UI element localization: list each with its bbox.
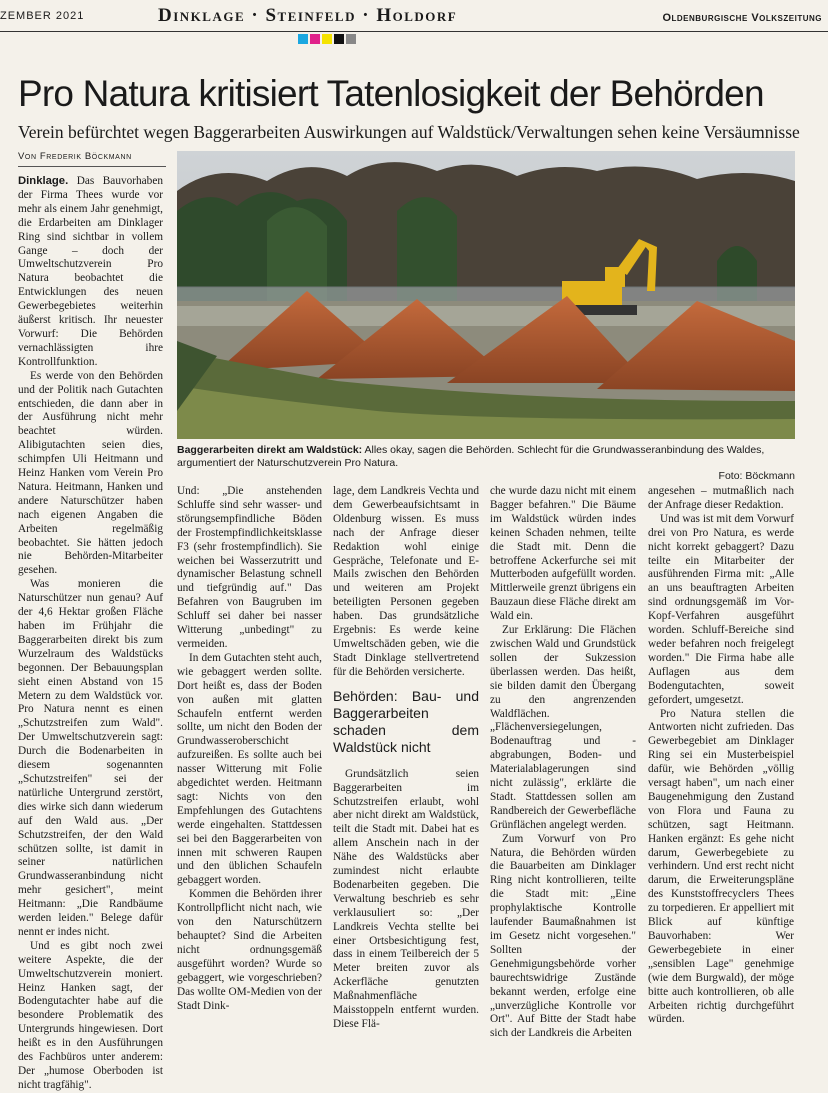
color-registration-marks xyxy=(298,34,356,44)
dateline: Dinklage. xyxy=(18,175,69,187)
paragraph: Und: „Die anstehenden Schluffe sind sehr wasser- und störungsempfindliche Böden der Frostempfindlichkeitsklasse F3 (sehr frostempfindlich). Sie weichen bei Wasserzutritt und dynamischer Belastung schnell und tiefgründig auf." Das Befahren von Baugruben im Schluff sei daher bei nasser Witterung „unbedingt" zu vermeiden. xyxy=(177,485,322,650)
caption-text: Alles okay, sagen die Behörden. Schlecht für die Grundwasseranbindung des Waldes, argumentiert der Naturschutzverein Pro Natura. xyxy=(177,444,765,469)
paragraph: Grundsätzlich seien Baggerarbeiten im Schutzstreifen erlaubt, wohl aber nicht direkt am Waldstück, teilt die Stadt mit. Dabei hat es allem Anschein nach in der Nähe des Waldstücks aber zumindest nicht erlaubte Bodenarbeiten gegeben. Die Verwaltung beschrieb es sehr verklausuliert so: „Der Landkreis Vechta stellte bei einer Ortsbesichtigung fest, dass in einem Teilbereich der 5 Meter breiten zuvor als Ackerfläche genutzten Maßnahmenfläche Maisstoppeln entfernt wurden. Diese Flä- xyxy=(333,767,479,1030)
newspaper-name: Oldenburgische Volkszeitung xyxy=(662,12,822,24)
column-2 xyxy=(177,485,322,1013)
column-1 xyxy=(18,175,163,1093)
intermediate-heading: Behörden: Bau- und Baggerarbeiten schaden dem Waldstück nicht xyxy=(333,687,479,755)
caption-lead: Baggerarbeiten direkt am Waldstück: xyxy=(177,444,363,456)
paragraph: lage, dem Landkreis Vechta und dem Gewerbeaufsichtsamt in Oldenburg wissen. Es muss nach der Anfrage dieser Redaktion wohl einige Gespräche, Telefonate und E-Mails zwischen den Behörden und weiteren am Projekt beteiligten Personen gegeben haben. Das grundsätzliche Ergebnis: Es werde keine Umweltschäden geben, wie die Stadt Dinklage stellvertretend für die Behörden versicherte. xyxy=(333,485,479,678)
paragraph: Es werde von den Behörden und der Politik nach Gutachten entschieden, die dann aber in der Ausführung nicht mehr beachtet würden. Alibigutachten seien dies, schimpfen Uli Heitmann und Heinz Hanken vom Verein Pro Natura. Heitmann, Hanken und andere Naturschützer haben nach eigenen Angaben die Arbeiten regelmäßig beobachtet. Sie hätten jedoch nie Behörden-Mitarbeiter gesehen. xyxy=(18,369,163,577)
column-4 xyxy=(490,485,636,1041)
photo-credit: Foto: Böckmann xyxy=(718,470,795,482)
paragraph: Pro Natura stellen die Antworten nicht zufrieden. Das Gewerbegebiet am Dinklager Ring sei ein Musterbeispiel dafür, wie Behörden „völlig versagt haben", um nach einer Baugenehmigung den Zustand von Flora und Fauna zu schützen, sagt Heitmann. Hanken ergänzt: Es gehe nicht darum, Gewerbegebiete zu verhindern. Und erst recht nicht darum, die Erweiterungspläne des Kunststoffrecyclers Thees zu torpedieren. Er appelliert mit Blick auf künftige Bauvorhaben: Wer Gewerbegebiete in einer „sensiblen Lage" genehmige (wie dem Burgwald), der möge bitte auch kontrollieren, ob alle Arbeiten richtig durchgeführt würden. xyxy=(648,707,794,1026)
article-photo xyxy=(177,151,795,439)
header-rule xyxy=(0,31,828,32)
swatch-cyan xyxy=(298,34,308,44)
lead-paragraph: Dinklage. Das Bauvorhaben der Firma Thees wurde vor mehr als einem Jahr genehmigt, die Erdarbeiten am Dinklager Ring sind sichtbar in vollem Gange – doch der Umweltschutzverein Pro Natura beobachtet die Entwicklungen des neuen Gewerbegebietes weiterhin äußerst kritisch. Ihr neuester Vorwurf: Die Behörden vernachlässigten ihre Kontrollfunktion. xyxy=(18,175,163,368)
swatch-magenta xyxy=(310,34,320,44)
paragraph: Zur Erklärung: Die Flächen zwischen Wald und Grundstück sollen der Sukzession überlassen werden. Das heißt, sie bilden damit den Übergang zu den angrenzenden Waldflächen. „Flächenversiegelungen, Bodenauftrag und -abgrabungen, Boden- und Materialablagerungen sind nicht zulässig", erklärte die Stadt. Stattdessen sollen am Randbereich der Gewerbefläche Grünflächen angelegt werden. xyxy=(490,624,636,831)
swatch-black xyxy=(334,34,344,44)
paragraph: Und es gibt noch zwei weitere Aspekte, die der Umweltschutzverein moniert. Heinz Hanken sagt, der Bodengutachter habe auf die besondere Problematik des Untergrunds hingewiesen. Dort heißt es in den Ausführungen des Fachbüros unter anderem: Der „humose Oberboden ist nicht tragfähig". xyxy=(18,939,163,1091)
column-3 xyxy=(333,485,479,1032)
paragraph: In dem Gutachten steht auch, wie gebaggert werden sollte. Dort heißt es, dass der Boden von außen mit glatten Schaufeln entfernt werden sollte, um nicht den Boden der Grundwasseroberschicht aufzureißen. Es sollte auch bei nasser Witterung mit Folie abgedichtet werden. Heitmann sagt: Nichts von den Empfehlungen des Gutachtens werde eingehalten. Stattdessen sei bei den Baggerarbeiten von innen mit schweren Raupen und den üblichen Schaufeln gebaggert worden. xyxy=(177,651,322,887)
paragraph: Was monieren die Naturschützer nun genau? Auf der 4,6 Hektar großen Fläche haben im Frühjahr die Baggerarbeiten direkt bis zum Wurzelraum des Waldstücks begonnen. Der Bebauungsplan sieht einen Abstand von 15 Metern zu dem Waldstück vor. Pro Natura nennt es einen „Schutzstreifen zum Wald". Der Umweltschutzverein sagt: Durch die Bodenarbeiten in diesem sogenannten „Schutzstreifen" sei der natürliche Untergrund zerstört, dies wirke sich dann wiederum auf den Wald aus. „Der Schutzstreifen, der den Wald schützen sollte, ist damit in seiner natürlichen Grundwasseranbindung nicht mehr gesichert", meint Heitmann: „Die Randbäume werden leiden." Belege dafür nennt er indes nicht. xyxy=(18,578,163,938)
swatch-yellow xyxy=(322,34,332,44)
article-subhead: Verein befürchtet wegen Baggerarbeiten Auswirkungen auf Waldstück/Verwaltungen sehen keine Versäumnisse xyxy=(18,122,800,142)
paragraph: che wurde dazu nicht mit einem Bagger befahren." Die Bäume im Waldstück würden indes keinen Schaden nehmen, teilte die Stadt mit. Denn die betroffene Ackerfurche sei mit Mutterboden aufgefüllt worden. Mittlerweile grenzt übrigens ein Bauzaun diese Fläche direkt am Wald ein. xyxy=(490,485,636,623)
construction-site-photo xyxy=(177,151,795,439)
issue-date: ZEMBER 2021 xyxy=(0,10,85,22)
photo-caption xyxy=(177,444,795,483)
article-byline: Von Frederik Böckmann xyxy=(18,151,132,162)
paragraph: Und was ist mit dem Vorwurf drei von Pro Natura, es werde nicht korrekt gebaggert? Dazu teilte ein Mitarbeiter der ausführenden Firma mit: „Alle an uns beauftragten Arbeiten sind ordnungsgemäß im Vor-Kopf-Verfahren ausgeführt worden. Schluff-Bereiche sind weder befahren noch freigelegt worden." Die Firma habe alle Auflagen aus dem Bodengutachten, soweit gefordert, umgesetzt. xyxy=(648,512,794,706)
paragraph: angesehen – mutmaßlich nach der Anfrage dieser Redaktion. xyxy=(648,485,794,511)
column-5 xyxy=(648,485,794,1027)
swatch-gray xyxy=(346,34,356,44)
section-locales: Dinklage · Steinfeld · Holdorf xyxy=(158,5,458,26)
paragraph: Kommen die Behörden ihrer Kontrollpflicht nicht nach, wie von den Naturschützern behauptet? Sind die Arbeiten nicht ordnungsgemäß ausgeführt worden? Wurde so gebaggert, wie vorgeschrieben? Das wollte OM-Medien von der Stadt Dink- xyxy=(177,888,322,1012)
article-headline: Pro Natura kritisiert Tatenlosigkeit der Behörden xyxy=(18,73,764,114)
byline-rule xyxy=(18,166,166,167)
paragraph: Zum Vorwurf von Pro Natura, die Behörden würden die Bauarbeiten am Dinklager Ring nicht kontrollieren, teilte die Stadt mit: „Eine prophylaktische Kontrolle laufender Baumaßnahmen ist im Gesetz nicht vorgesehen." Sollten der Genehmigungsbehörde vorher baurechtswidrige Zustände bekannt werden, erfolge eine „unverzügliche Kontrolle vor Ort". Auf Bitte der Stadt habe sich der Landkreis die Arbeiten xyxy=(490,832,636,1040)
